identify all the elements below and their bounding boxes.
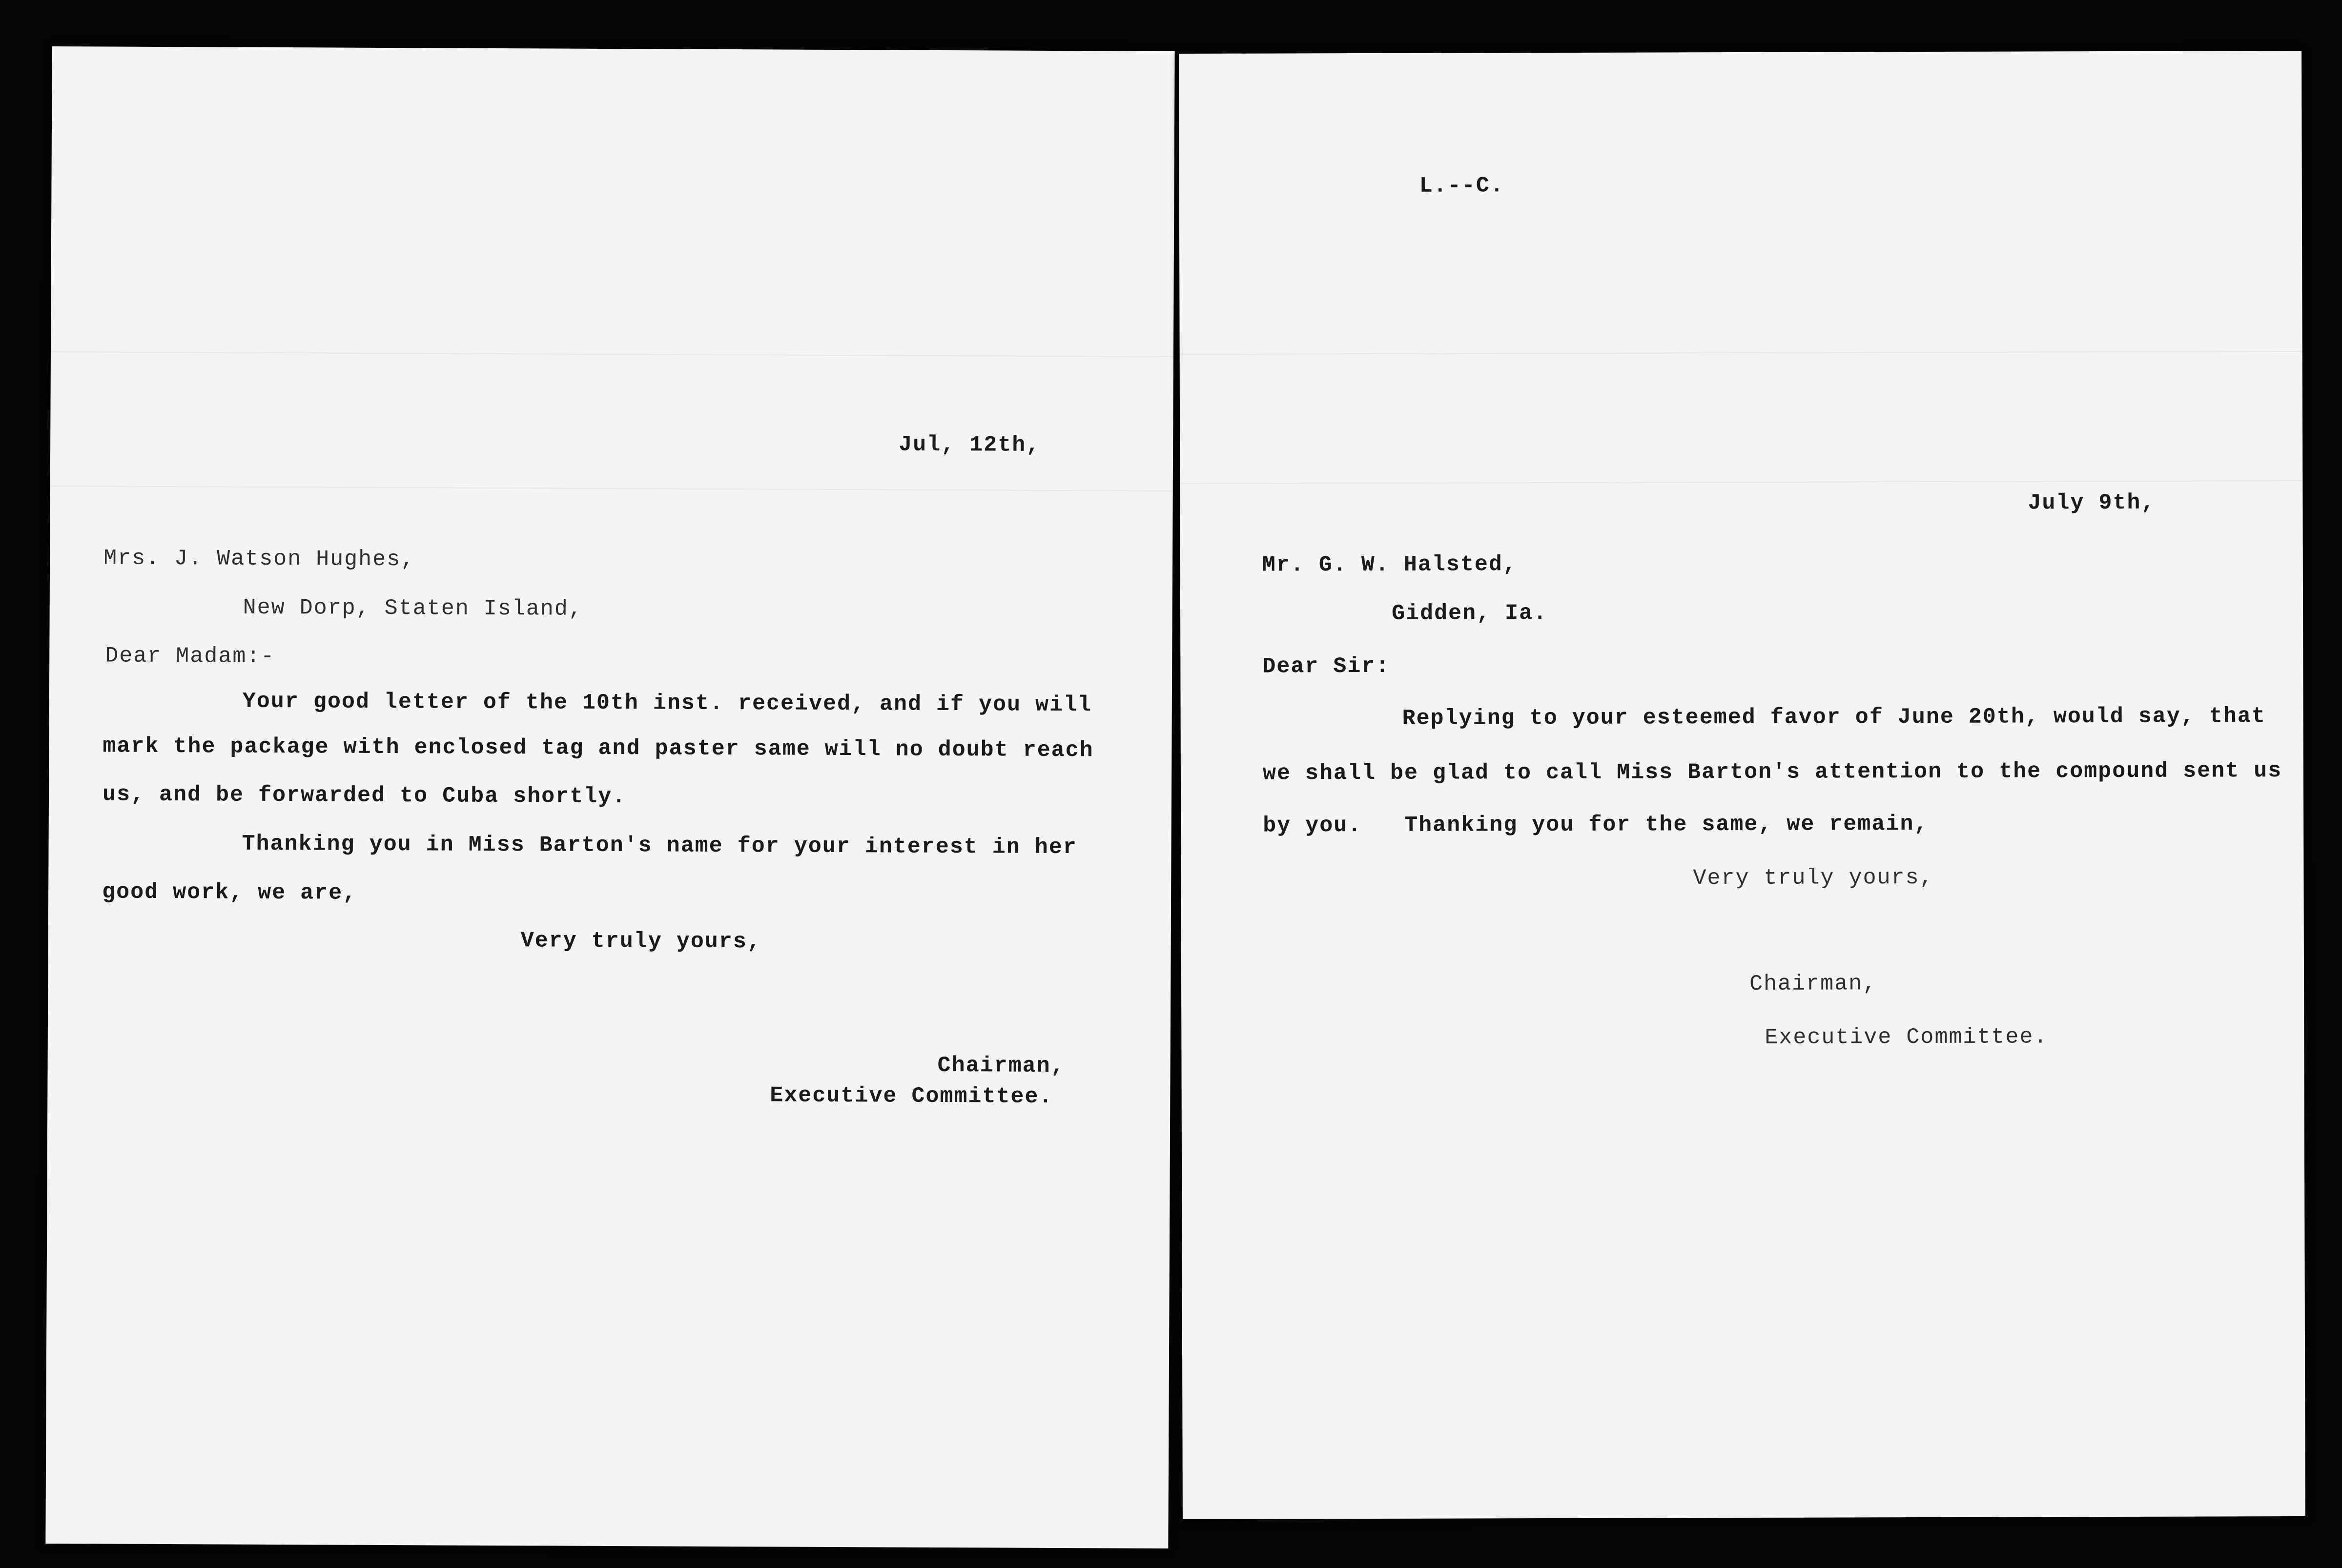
salutation: Dear Sir: — [1262, 653, 1390, 679]
letter-date: Jul, 12th, — [899, 432, 1041, 458]
recipient-address: Gidden, Ia. — [1392, 601, 1548, 626]
fold-line — [1180, 480, 2302, 484]
signature-committee: Executive Committee. — [1765, 1024, 2048, 1050]
closing: Very truly yours, — [520, 928, 761, 955]
letter-date: July 9th, — [2028, 490, 2156, 516]
recipient-address: New Dorp, Staten Island, — [243, 595, 583, 622]
recipient-name: Mr. G. W. Halsted, — [1262, 552, 1517, 578]
signature-title: Chairman, — [937, 1053, 1065, 1079]
body-line: good work, we are, — [102, 879, 357, 906]
body-line: by you. Thanking you for the same, we remain, — [1263, 812, 1929, 838]
right-letter-page — [1179, 51, 2305, 1519]
left-letter-page — [45, 46, 1174, 1548]
closing: Very truly yours, — [1693, 865, 1934, 891]
body-line: we shall be glad to call Miss Barton's attention to the compound sent us — [1262, 758, 2282, 786]
body-line: Your good letter of the 10th inst. received, and if you will — [242, 689, 1092, 718]
fold-line — [50, 486, 1173, 491]
salutation: Dear Madam:- — [105, 643, 275, 670]
fold-line — [51, 351, 1173, 357]
recipient-name: Mrs. J. Watson Hughes, — [103, 546, 415, 572]
body-line: mark the package with enclosed tag and paster same will no doubt reach — [103, 733, 1094, 763]
body-line: Thanking you in Miss Barton's name for your interest in her — [242, 831, 1077, 860]
body-line: Replying to your esteemed favor of June 20th, would say, that — [1402, 704, 2266, 731]
signature-committee: Executive Committee. — [770, 1083, 1053, 1109]
body-line: us, and be forwarded to Cuba shortly. — [102, 782, 627, 810]
fold-line — [1180, 351, 2302, 355]
signature-title: Chairman, — [1749, 971, 1877, 997]
letter-reference: L.--C. — [1419, 173, 1504, 199]
